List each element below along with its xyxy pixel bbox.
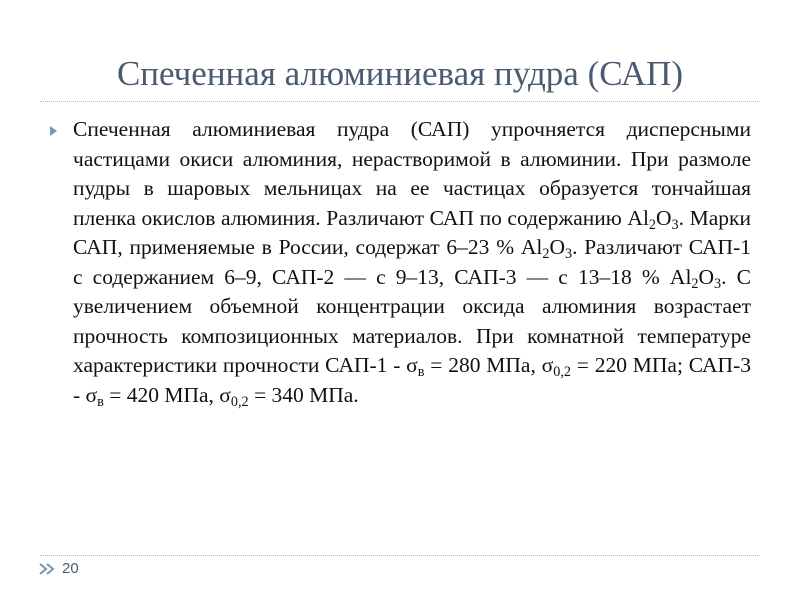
body-text-segment: O [549,235,565,259]
subscript: 2 [648,216,657,233]
page-number: 20 [62,560,79,577]
body-paragraph [73,115,751,410]
body-text-segment: O [698,264,715,289]
subscript: 2 [542,245,550,262]
body-text-segment: = 280 МПа, σ [424,353,554,377]
body-text-segment: Спеченная алюминиевая пудра (САП) упрочняется дисперсными частицами окиси алюминия, нерастворимой в алюминии. При размоле пудры в шаровых мельницах на ее частицах образуется тончайшая пленка окислов алюминия. Различают САП по содержанию Al [73,117,751,230]
double-chevron-icon [38,562,56,576]
body-text-segment: . Различают САП-1 с содержанием 6–9, САП-2 — с 9–13, САП-3 — с 13–18 % Al [73,235,751,289]
body-text-segment: O [656,205,672,230]
subscript: в [417,363,425,380]
body-text-segment: . Марки САП, применяемые в России, содержат 6–23 % Al [73,205,751,259]
body-text-segment: = 340 МПа. [248,382,359,407]
triangle-bullet-icon [50,126,57,136]
subscript: 0,2 [553,363,571,380]
subscript: 3 [671,216,679,233]
body-text-segment: = 420 МПа, σ [103,382,231,407]
subscript: 3 [565,245,573,262]
subscript: 2 [691,275,699,292]
subscript: в [97,393,104,410]
subscript: 3 [714,275,722,292]
slide-title: Спеченная алюминиевая пудра (САП) [116,54,684,93]
body-text-segment: = 220 МПа; САП-3 - σ [73,353,751,407]
footer-divider [40,555,760,556]
title-divider [40,101,760,102]
body-text-segment: . С увеличением объемной концентрации оксида алюминия возрастает прочность композиционных материалов. При комнатной температуре характеристики прочности САП-1 - σ [73,264,751,377]
subscript: 0,2 [230,393,249,410]
